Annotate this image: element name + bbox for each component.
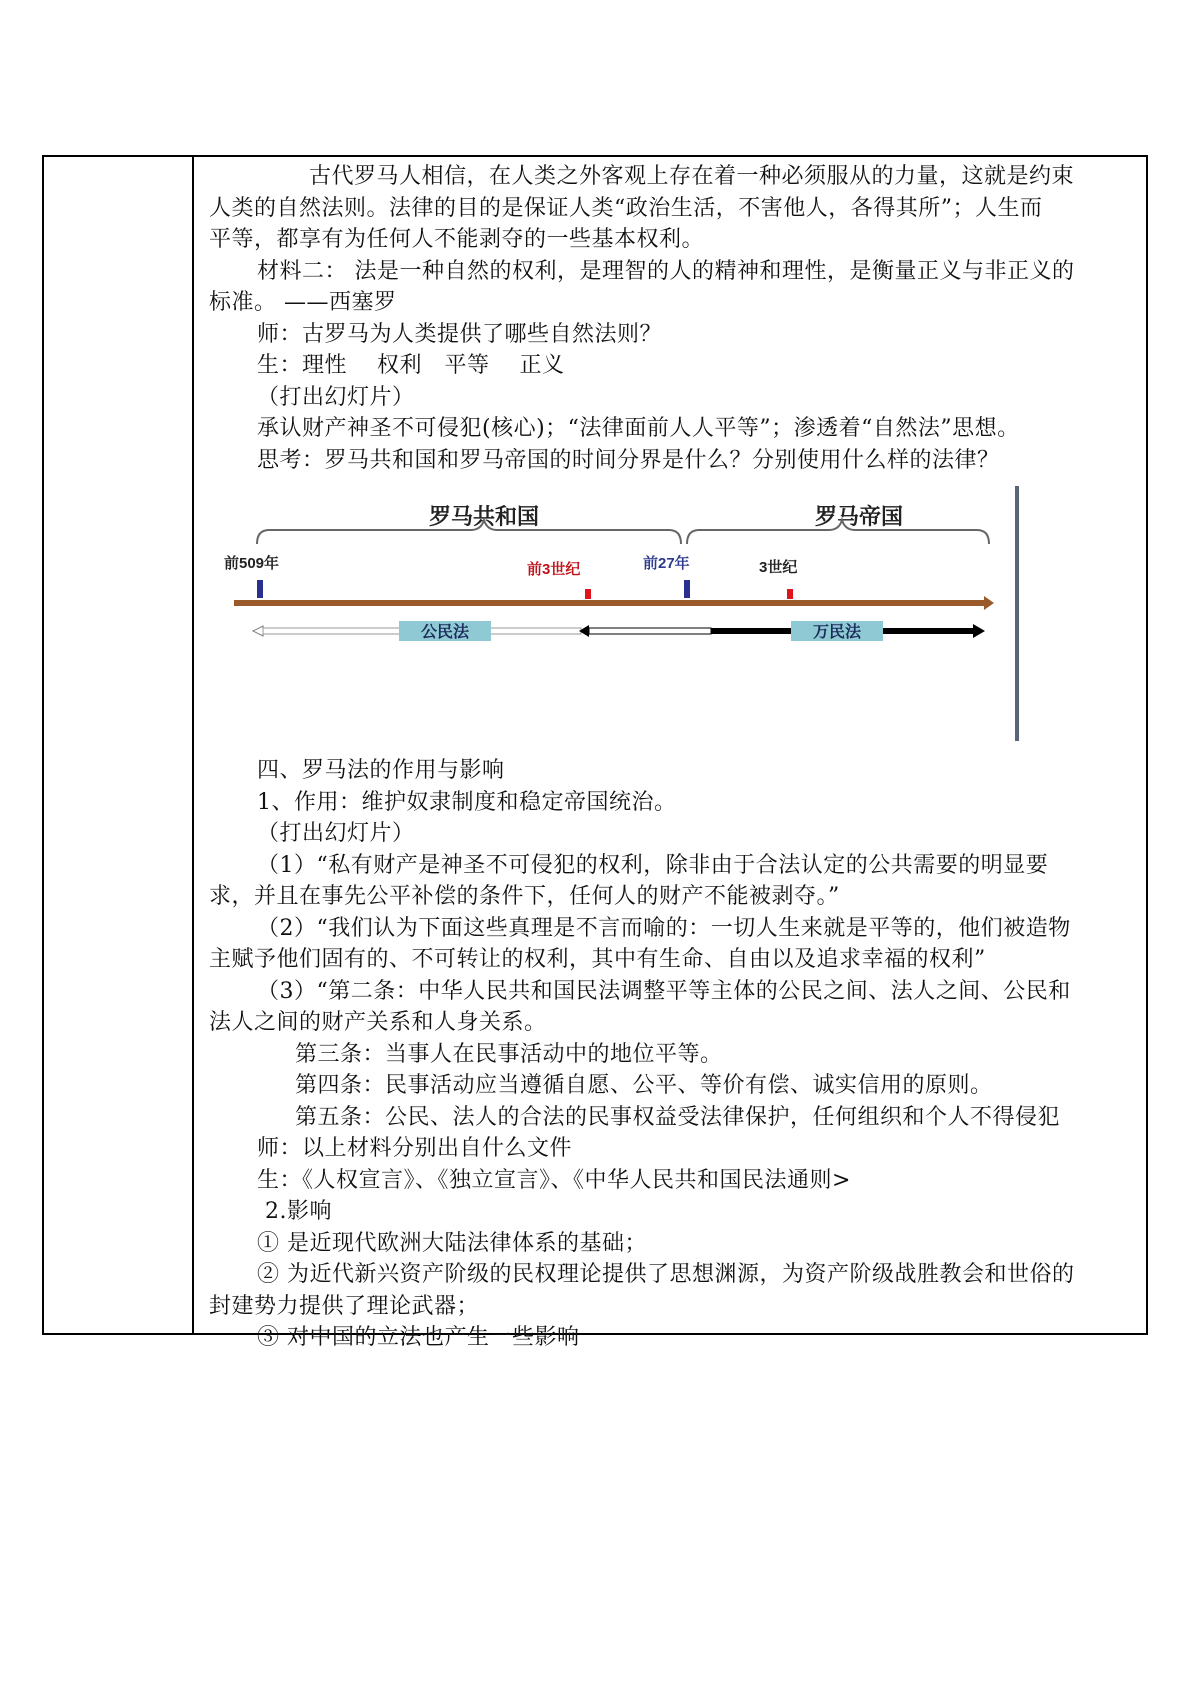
lesson-table bbox=[42, 155, 1148, 1350]
mark-label-27bc: 前27年 bbox=[643, 555, 690, 572]
text-line: 生：《人权宣言》、《独立宣言》、《中华人民共和国民法通则> bbox=[257, 1167, 851, 1193]
period-label-republic: 罗马共和国 bbox=[428, 504, 540, 529]
transition-arrowhead bbox=[579, 625, 589, 637]
content-cell bbox=[209, 161, 1134, 1354]
civil-law-arrowhead bbox=[253, 626, 263, 636]
text-line: 古代罗马人相信，在人类之外客观上存在着一种必须服从的力量，这就是约束 bbox=[309, 164, 1075, 189]
axis-arrowhead bbox=[984, 596, 994, 610]
tick-3rd-century-bc bbox=[585, 589, 591, 599]
civil-law-label: 公民法 bbox=[420, 624, 470, 641]
text-line: 封建势力提供了理论武器； bbox=[209, 1293, 480, 1319]
text-line: 法人之间的财产关系和人身关系。 bbox=[209, 1010, 547, 1035]
text-line: 主赋予他们固有的、不可转让的权利，其中有生命、自由以及追求幸福的权利” bbox=[209, 947, 986, 972]
text-line: （1）“私有财产是神圣不可侵犯的权利，除非由于合法认定的公共需要的明显要 bbox=[257, 852, 1049, 878]
law-of-nations-label: 万民法 bbox=[812, 624, 862, 641]
mark-label-3rd-century-bc: 前3世纪 bbox=[527, 561, 581, 578]
text-line: （3）“第二条：中华人民共和国民法调整平等主体的公民之间、法人之间、公民和 bbox=[257, 978, 1071, 1004]
text-line: 求，并且在事先公平补偿的条件下，任何人的财产不能被剥夺。” bbox=[209, 884, 840, 909]
period-label-empire: 罗马帝国 bbox=[814, 504, 904, 529]
section-heading: 四、罗马法的作用与影响 bbox=[257, 758, 505, 783]
text-line: 第五条：公民、法人的合法的民事权益受法律保护，任何组织和个人不得侵犯 bbox=[295, 1104, 1061, 1130]
text-line: 人类的自然法则。法律的目的是保证人类“政治生活，不害他人，各得其所”；人生而 bbox=[209, 195, 1043, 221]
text-line: 师：以上材料分别出自什么文件 bbox=[257, 1136, 573, 1161]
law-of-nations-arrowhead bbox=[973, 624, 985, 638]
timeline-graphic bbox=[209, 484, 1134, 749]
mark-label-509bc: 前509年 bbox=[224, 555, 280, 572]
tick-3rd-century bbox=[787, 589, 793, 599]
tick-27bc bbox=[684, 580, 690, 598]
text-line: （打出幻灯片） bbox=[257, 384, 415, 410]
timeline-axis bbox=[234, 600, 984, 606]
transition-arrow bbox=[589, 628, 711, 634]
mark-label-3rd-century: 3世纪 bbox=[759, 559, 798, 576]
column-divider bbox=[192, 157, 194, 1333]
text-line: 思考：罗马共和国和罗马帝国的时间分界是什么？分别使用什么样的法律？ bbox=[257, 447, 1000, 473]
text-line: 承认财产神圣不可侵犯(核心)；“法律面前人人平等”；渗透着“自然法”思想。 bbox=[257, 416, 1020, 441]
text-line: 材料二： 法是一种自然的权利，是理智的人的精神和理性，是衡量正义与非正义的 bbox=[257, 258, 1075, 284]
tick-509bc bbox=[257, 580, 263, 598]
text-line: （2）“我们认为下面这些真理是不言而喻的：一切人生来就是平等的，他们被造物 bbox=[257, 915, 1071, 941]
text-line: 第四条：民事活动应当遵循自愿、公平、等价有偿、诚实信用的原则。 bbox=[295, 1073, 993, 1098]
text-line: 标准。 ——西塞罗 bbox=[209, 290, 397, 315]
text-line: 1、作用：维护奴隶制度和稳定帝国统治。 bbox=[257, 789, 677, 815]
roman-law-timeline bbox=[209, 484, 1134, 749]
text-line: ② 为近代新兴资产阶级的民权理论提供了思想渊源，为资产阶级战胜教会和世俗的 bbox=[257, 1262, 1075, 1287]
text-line: ③ 对中国的立法也产生一些影响 bbox=[257, 1325, 580, 1350]
text-line: ① 是近现代欧洲大陆法律体系的基础； bbox=[257, 1230, 647, 1256]
text-line: 第三条：当事人在民事活动中的地位平等。 bbox=[295, 1041, 723, 1067]
text-line: （打出幻灯片） bbox=[257, 821, 415, 846]
text-line: 2.影响 bbox=[265, 1199, 332, 1224]
slide-edge-line bbox=[1015, 486, 1019, 741]
text-line: 生：理性 权利 平等 正义 bbox=[257, 353, 565, 378]
text-line: 师：古罗马为人类提供了哪些自然法则？ bbox=[257, 321, 663, 347]
text-line: 平等，都享有为任何人不能剥夺的一些基本权利。 bbox=[209, 227, 705, 252]
